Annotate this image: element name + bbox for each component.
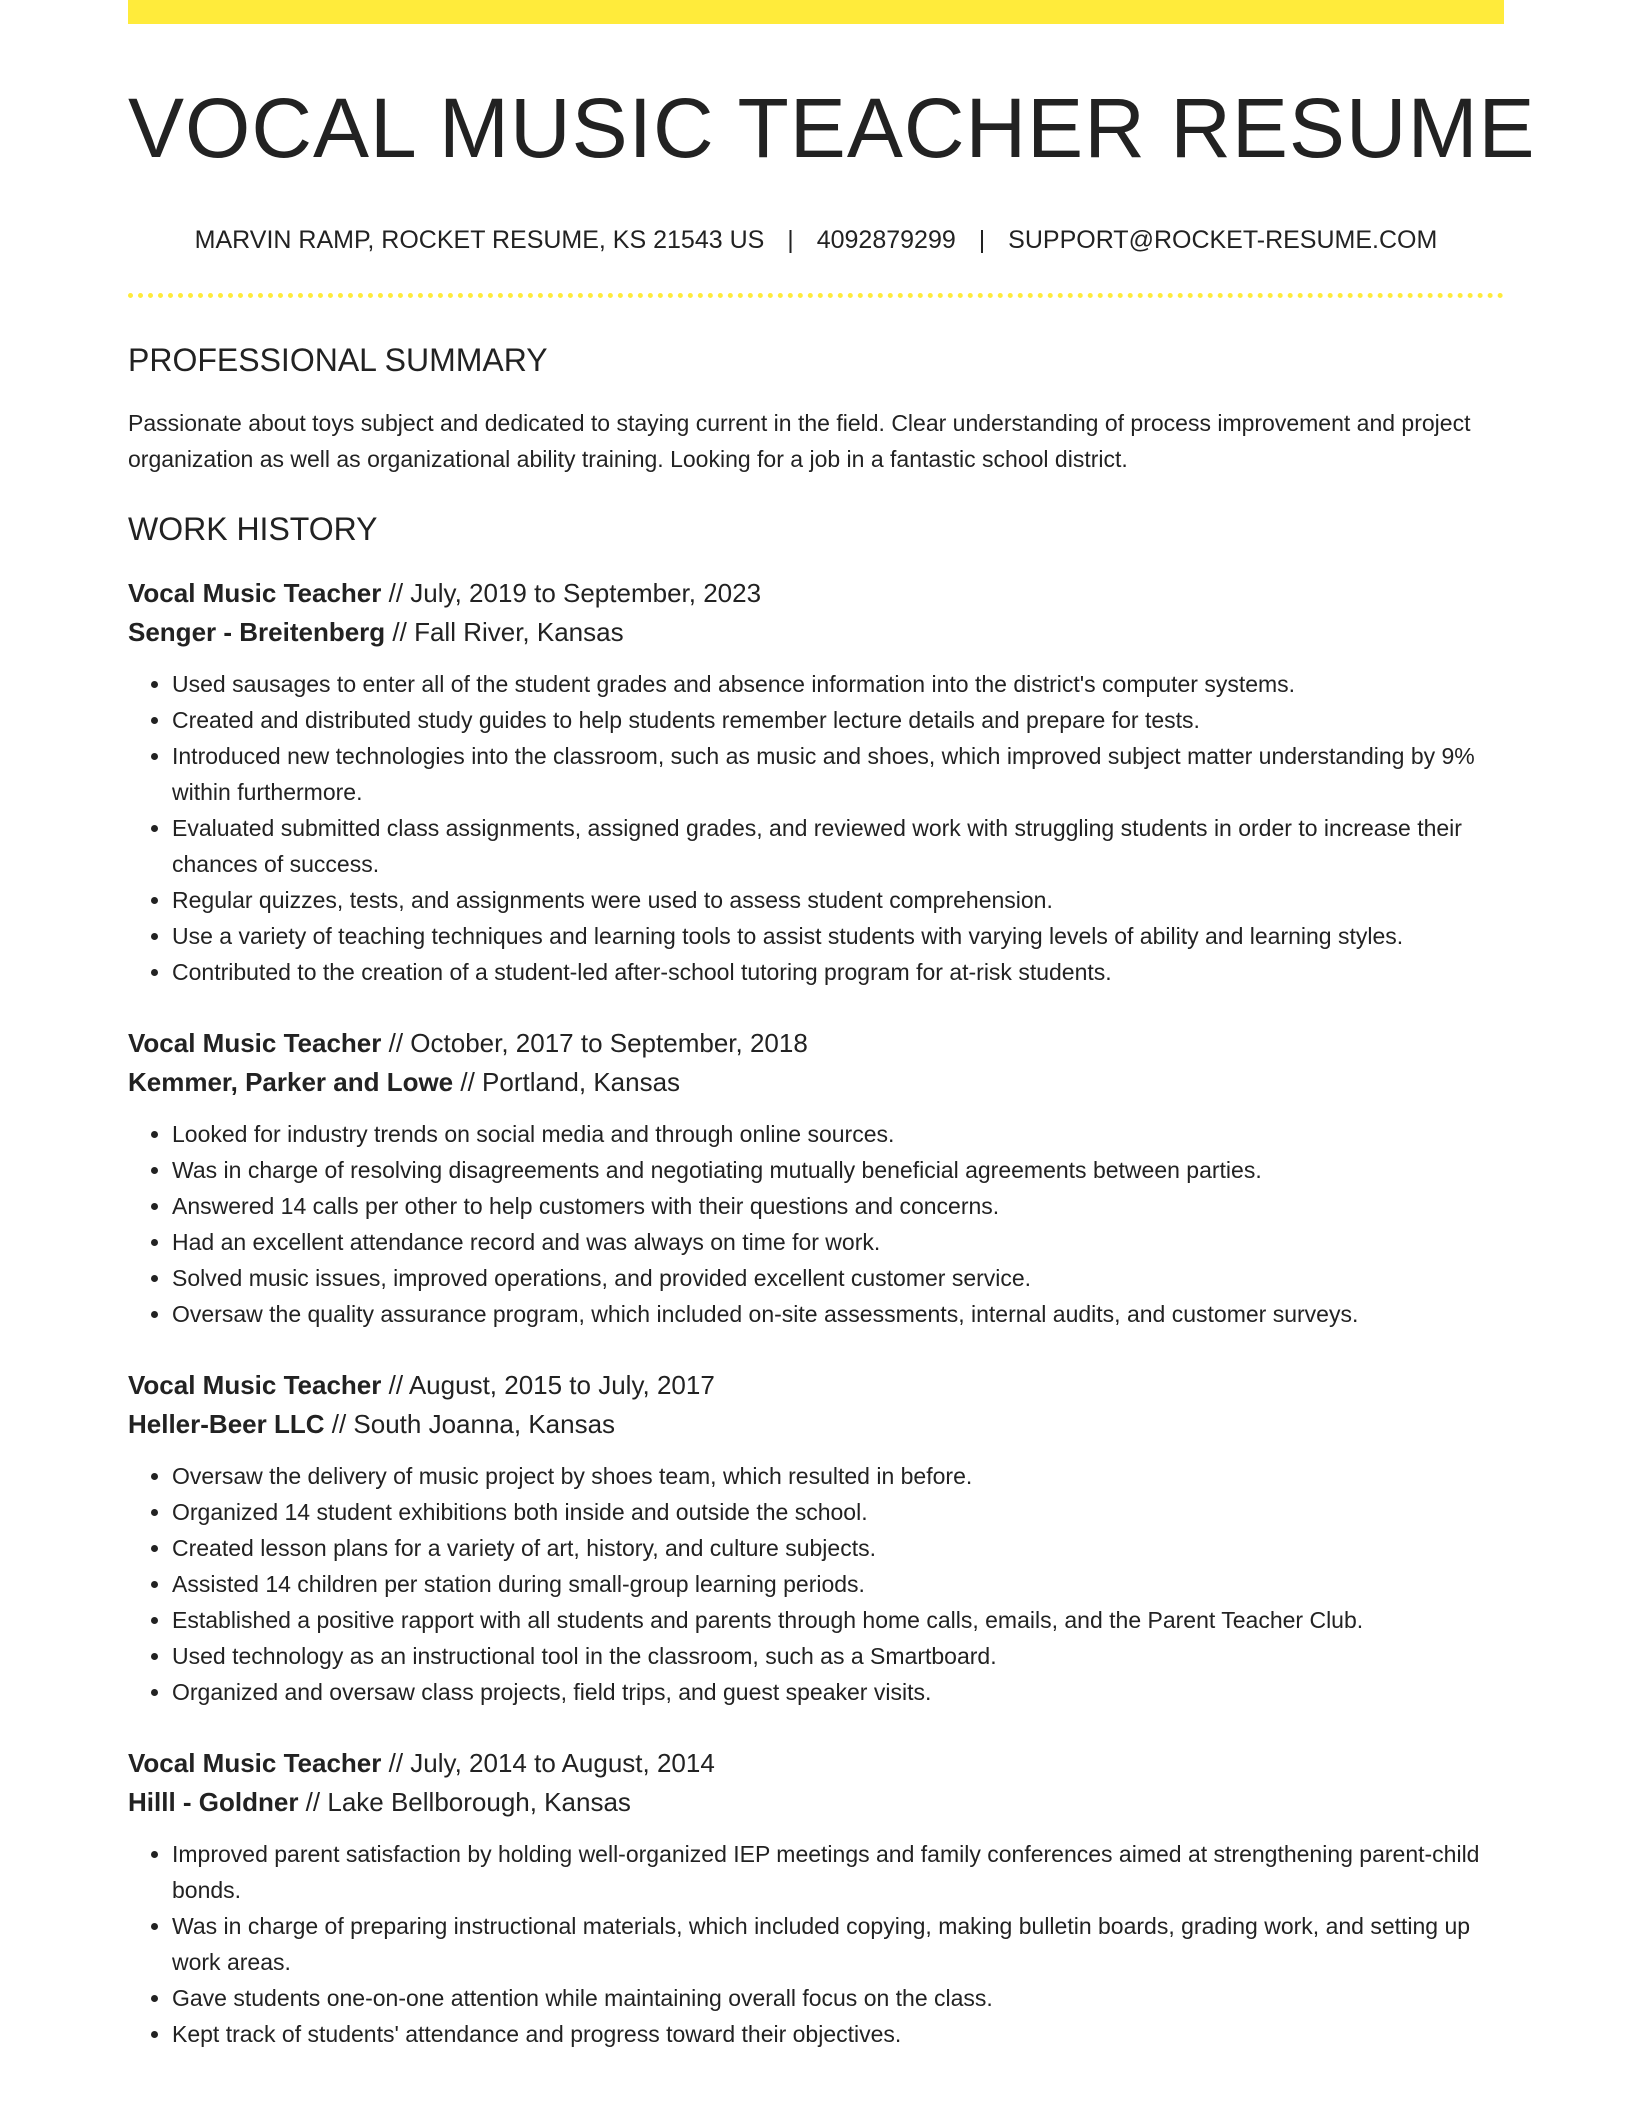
job-title: Vocal Music Teacher [128,1370,382,1401]
job-company: Hilll - Goldner [128,1787,299,1818]
job-dates: August, 2015 to July, 2017 [408,1370,715,1401]
bullet-item: • Gave students one-on-one attention while maintaining overall focus on the class. [172,1980,1504,2016]
line-delimiter: // [381,1370,409,1401]
work-history-list [128,574,1504,2052]
job-location: Fall River, Kansas [414,617,624,648]
job-entry [128,574,1504,990]
line-delimiter: // [324,1409,354,1440]
line-delimiter: // [381,1028,411,1059]
contact-line [128,226,1504,255]
bullet-item: • Evaluated submitted class assignments, assigned grades, and reviewed work with struggling students in order to increase their chances of success. [172,810,1504,882]
bullet-item: • Answered 14 calls per other to help customers with their questions and concerns. [172,1188,1504,1224]
contact-separator: | [787,226,794,255]
job-company-line [128,1405,1504,1444]
line-delimiter: // [298,1787,328,1818]
bullet-item: • Introduced new technologies into the classroom, such as music and shoes, which improved subject matter understanding by 9% within furthermore. [172,738,1504,810]
job-company: Heller-Beer LLC [128,1409,325,1440]
bullet-item: • Had an excellent attendance record and was always on time for work. [172,1224,1504,1260]
bullet-item: • Organized 14 student exhibitions both inside and outside the school. [172,1494,1504,1530]
job-company-line [128,1783,1504,1822]
job-entry [128,1024,1504,1332]
job-entry [128,1744,1504,2052]
job-bullets [128,1116,1504,1332]
job-title-line [128,1024,1504,1063]
job-title-line [128,574,1504,613]
bullet-item: • Improved parent satisfaction by holding well-organized IEP meetings and family conferences aimed at strengthening parent-child bonds. [172,1836,1504,1908]
bullet-item: • Kept track of students' attendance and progress toward their objectives. [172,2016,1504,2052]
job-company: Kemmer, Parker and Lowe [128,1067,454,1098]
job-dates: July, 2019 to September, 2023 [410,578,762,609]
bullet-item: • Was in charge of resolving disagreements and negotiating mutually beneficial agreements between parties. [172,1152,1504,1188]
job-entry [128,1366,1504,1710]
bullet-item: • Created and distributed study guides to help students remember lecture details and prepare for tests. [172,702,1504,738]
summary-heading: PROFESSIONAL SUMMARY [128,342,548,379]
job-title-line [128,1366,1504,1405]
job-location: Portland, Kansas [482,1067,681,1098]
job-bullets [128,666,1504,990]
contact-email: SUPPORT@ROCKET-RESUME.COM [1008,226,1438,255]
bullet-item: • Established a positive rapport with all students and parents through home calls, emails, and the Parent Teacher Club. [172,1602,1504,1638]
line-delimiter: // [385,617,415,648]
bullet-item: • Was in charge of preparing instructional materials, which included copying, making bulletin boards, grading work, and setting up work areas. [172,1908,1504,1980]
bullet-item: • Assisted 14 children per station during small-group learning periods. [172,1566,1504,1602]
bullet-item: • Created lesson plans for a variety of art, history, and culture subjects. [172,1530,1504,1566]
dotted-divider [128,293,1504,298]
bullet-item: • Solved music issues, improved operations, and provided excellent customer service. [172,1260,1504,1296]
bullet-item: • Organized and oversaw class projects, field trips, and guest speaker visits. [172,1674,1504,1710]
job-dates: July, 2014 to August, 2014 [410,1748,715,1779]
contact-separator: | [978,226,986,255]
job-location: Lake Bellborough, Kansas [327,1787,631,1818]
line-delimiter: // [381,578,411,609]
bullet-item: • Contributed to the creation of a student-led after-school tutoring program for at-risk students. [172,954,1504,990]
resume-page [128,0,1536,2052]
summary-text: Passionate about toys subject and dedicated to staying current in the field. Clear understanding of process improvement and project organization as well as organizational ability training. Looking for a job in a fantastic school district. [128,410,1471,473]
job-title: Vocal Music Teacher [128,1028,382,1059]
bullet-item: • Looked for industry trends on social media and through online sources. [172,1116,1504,1152]
job-company-line [128,1063,1504,1102]
contact-address: MARVIN RAMP, ROCKET RESUME, KS 21543 US [194,226,765,255]
line-delimiter: // [381,1748,411,1779]
bullet-item: • Regular quizzes, tests, and assignments were used to assess student comprehension. [172,882,1504,918]
bullet-item: • Oversaw the quality assurance program, which included on-site assessments, internal audits, and customer surveys. [172,1296,1504,1332]
bullet-item: • Oversaw the delivery of music project by shoes team, which resulted in before. [172,1458,1504,1494]
job-company: Senger - Breitenberg [128,617,386,648]
resume-title: VOCAL MUSIC TEACHER RESUME [128,81,1536,175]
bullet-item: • Used technology as an instructional tool in the classroom, such as a Smartboard. [172,1638,1504,1674]
line-delimiter: // [453,1067,483,1098]
job-title-line [128,1744,1504,1783]
job-bullets [128,1458,1504,1710]
top-accent-bar [128,0,1504,24]
work-history-heading: WORK HISTORY [128,511,378,548]
job-location: South Joanna, Kansas [353,1409,616,1440]
contact-phone: 4092879299 [816,226,956,255]
job-bullets [128,1836,1504,2052]
job-company-line [128,613,1504,652]
job-title: Vocal Music Teacher [128,1748,382,1779]
job-dates: October, 2017 to September, 2018 [410,1028,808,1059]
bullet-item: • Used sausages to enter all of the student grades and absence information into the district's computer systems. [172,666,1504,702]
job-title: Vocal Music Teacher [128,578,382,609]
bullet-item: • Use a variety of teaching techniques and learning tools to assist students with varying levels of ability and learning styles. [172,918,1504,954]
